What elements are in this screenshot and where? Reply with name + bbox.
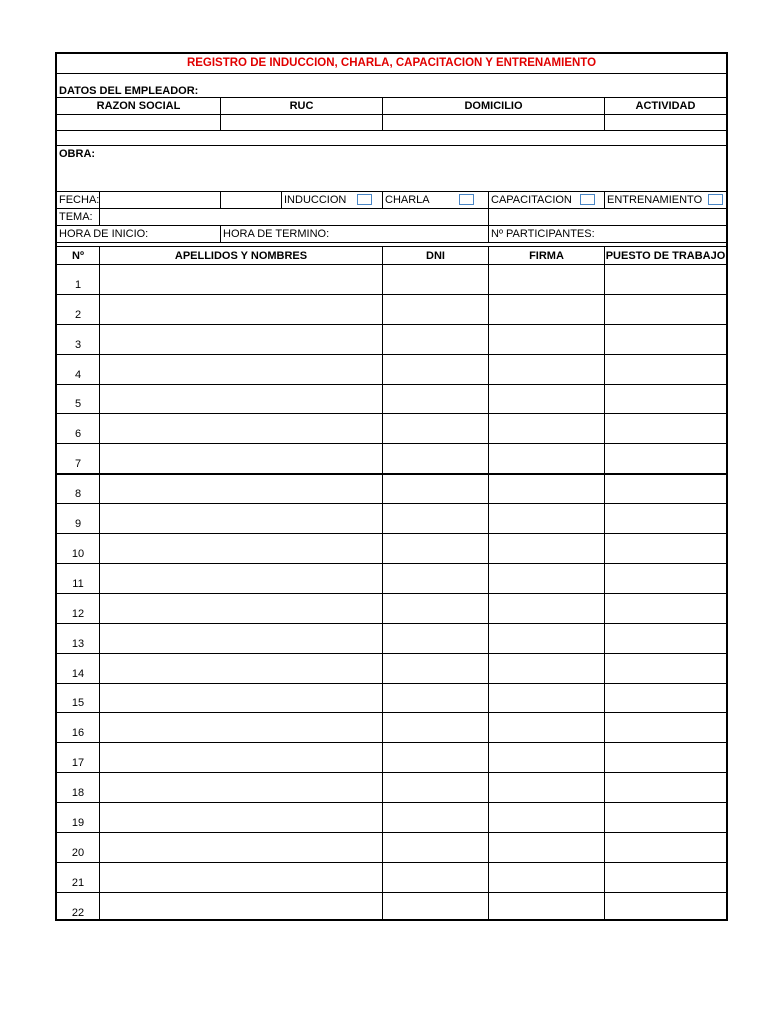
puesto-trabajo-cell[interactable]: [605, 803, 726, 831]
tema-field[interactable]: [100, 209, 724, 225]
row-number: 2: [74, 308, 82, 321]
apellidos-nombres-cell[interactable]: [100, 444, 382, 472]
table-row: [57, 384, 726, 414]
puesto-trabajo-cell[interactable]: [605, 684, 726, 712]
table-row: [57, 294, 726, 324]
registration-form: [55, 52, 728, 921]
ruc-field[interactable]: [221, 115, 382, 130]
row-number: 3: [74, 338, 82, 351]
firma-cell[interactable]: [489, 325, 604, 353]
header-number: Nº: [72, 250, 84, 262]
option-induccion-label: INDUCCION: [284, 194, 347, 206]
header-razon-social: RAZON SOCIAL: [96, 100, 181, 112]
firma-cell[interactable]: [489, 385, 604, 413]
row-number: 16: [71, 727, 85, 740]
table-row: [57, 443, 726, 473]
dni-cell[interactable]: [383, 474, 488, 502]
apellidos-nombres-cell[interactable]: [100, 355, 382, 383]
firma-cell[interactable]: [489, 534, 604, 562]
razon-social-field[interactable]: [57, 115, 220, 130]
divider: [57, 130, 726, 131]
table-row: [57, 862, 726, 892]
row-number: 20: [71, 846, 85, 859]
puesto-trabajo-cell[interactable]: [605, 534, 726, 562]
row-number: 15: [71, 697, 85, 710]
row-number: 8: [74, 488, 82, 501]
table-row: [57, 324, 726, 354]
table-row: [57, 503, 726, 533]
firma-cell[interactable]: [489, 504, 604, 532]
apellidos-nombres-cell[interactable]: [100, 295, 382, 323]
row-number: 11: [72, 577, 84, 590]
firma-cell[interactable]: [489, 444, 604, 472]
divider: [220, 191, 221, 208]
hora-inicio-label: HORA DE INICIO:: [59, 228, 149, 240]
apellidos-nombres-cell[interactable]: [100, 415, 382, 443]
row-number: 13: [71, 637, 85, 650]
divider: [604, 97, 605, 131]
actividad-field[interactable]: [605, 115, 726, 130]
puesto-trabajo-cell[interactable]: [605, 833, 726, 861]
puesto-trabajo-cell[interactable]: [605, 385, 726, 413]
apellidos-nombres-cell[interactable]: [100, 893, 382, 921]
puesto-trabajo-cell[interactable]: [605, 654, 726, 682]
fecha-label: FECHA:: [59, 194, 100, 206]
dni-cell[interactable]: [383, 684, 488, 712]
table-row: [57, 563, 726, 593]
apellidos-nombres-cell[interactable]: [100, 654, 382, 682]
fecha-field[interactable]: [100, 192, 220, 208]
row-number: 6: [74, 428, 82, 441]
employer-section-label: DATOS DEL EMPLEADOR:: [59, 85, 199, 97]
table-row: [57, 264, 726, 294]
header-dni: DNI: [426, 250, 445, 262]
row-number: 7: [74, 458, 82, 471]
header-ruc: RUC: [289, 100, 314, 112]
table-row: [57, 623, 726, 653]
dni-cell[interactable]: [383, 295, 488, 323]
dni-cell[interactable]: [383, 833, 488, 861]
dni-cell[interactable]: [383, 594, 488, 622]
puesto-trabajo-cell[interactable]: [605, 355, 726, 383]
divider: [57, 246, 726, 247]
apellidos-nombres-cell[interactable]: [100, 624, 382, 652]
dni-cell[interactable]: [383, 534, 488, 562]
divider: [281, 191, 282, 208]
dni-cell[interactable]: [383, 265, 488, 293]
divider: [488, 225, 489, 242]
apellidos-nombres-cell[interactable]: [100, 743, 382, 771]
puesto-trabajo-cell[interactable]: [605, 325, 726, 353]
row-number: 19: [71, 817, 85, 830]
dni-cell[interactable]: [383, 803, 488, 831]
firma-cell[interactable]: [489, 295, 604, 323]
divider: [220, 97, 221, 131]
firma-cell[interactable]: [489, 564, 604, 592]
row-number: 22: [71, 906, 85, 919]
puesto-trabajo-cell[interactable]: [605, 474, 726, 502]
induccion-checkbox[interactable]: [357, 194, 372, 205]
puesto-trabajo-cell[interactable]: [605, 773, 726, 801]
header-apellidos-nombres: APELLIDOS Y NOMBRES: [174, 250, 308, 262]
puesto-trabajo-cell[interactable]: [605, 504, 726, 532]
dni-cell[interactable]: [383, 564, 488, 592]
dni-cell[interactable]: [383, 624, 488, 652]
dni-cell[interactable]: [383, 385, 488, 413]
firma-cell[interactable]: [489, 803, 604, 831]
table-row: [57, 473, 726, 503]
divider: [604, 191, 605, 208]
apellidos-nombres-cell[interactable]: [100, 504, 382, 532]
table-row: [57, 892, 726, 922]
row-number: 18: [71, 787, 85, 800]
dni-cell[interactable]: [383, 654, 488, 682]
table-row: [57, 414, 726, 444]
header-domicilio: DOMICILIO: [464, 100, 523, 112]
firma-cell[interactable]: [489, 624, 604, 652]
firma-cell[interactable]: [489, 654, 604, 682]
header-actividad: ACTIVIDAD: [635, 100, 696, 112]
apellidos-nombres-cell[interactable]: [100, 684, 382, 712]
puesto-trabajo-cell[interactable]: [605, 265, 726, 293]
divider: [57, 97, 726, 98]
table-row: [57, 683, 726, 713]
firma-cell[interactable]: [489, 474, 604, 502]
table-row: [57, 713, 726, 743]
row-number: 5: [74, 398, 82, 411]
firma-cell[interactable]: [489, 893, 604, 921]
dni-cell[interactable]: [383, 355, 488, 383]
puesto-trabajo-cell[interactable]: [605, 444, 726, 472]
puesto-trabajo-cell[interactable]: [605, 594, 726, 622]
apellidos-nombres-cell[interactable]: [100, 594, 382, 622]
table-row: [57, 802, 726, 832]
puesto-trabajo-cell[interactable]: [605, 714, 726, 742]
divider: [382, 191, 383, 208]
puesto-trabajo-cell[interactable]: [605, 743, 726, 771]
table-row: [57, 533, 726, 563]
apellidos-nombres-cell[interactable]: [100, 863, 382, 891]
apellidos-nombres-cell[interactable]: [100, 714, 382, 742]
capacitacion-checkbox[interactable]: [580, 194, 595, 205]
dni-cell[interactable]: [383, 415, 488, 443]
row-number: 12: [71, 607, 85, 620]
row-number: 21: [71, 876, 85, 889]
apellidos-nombres-cell[interactable]: [100, 803, 382, 831]
dni-cell[interactable]: [383, 444, 488, 472]
firma-cell[interactable]: [489, 743, 604, 771]
puesto-trabajo-cell[interactable]: [605, 295, 726, 323]
table-row: [57, 832, 726, 862]
dni-cell[interactable]: [383, 743, 488, 771]
firma-cell[interactable]: [489, 773, 604, 801]
option-capacitacion-label: CAPACITACION: [491, 194, 572, 206]
firma-cell[interactable]: [489, 684, 604, 712]
header-firma: FIRMA: [529, 250, 564, 262]
obra-field[interactable]: [102, 146, 722, 190]
row-number: 4: [74, 368, 82, 381]
row-number: 17: [71, 757, 85, 770]
header-puesto-trabajo: PUESTO DE TRABAJO: [605, 250, 726, 262]
firma-cell[interactable]: [489, 863, 604, 891]
form-title: REGISTRO DE INDUCCION, CHARLA, CAPACITACION Y ENTRENAMIENTO: [186, 57, 597, 69]
obra-label: OBRA:: [59, 148, 96, 160]
table-row: [57, 772, 726, 802]
dni-cell[interactable]: [383, 714, 488, 742]
firma-cell[interactable]: [489, 415, 604, 443]
apellidos-nombres-cell[interactable]: [100, 833, 382, 861]
row-number: 10: [71, 547, 85, 560]
table-row: [57, 593, 726, 623]
tema-label: TEMA:: [59, 211, 93, 223]
table-row: [57, 742, 726, 772]
firma-cell[interactable]: [489, 594, 604, 622]
dni-cell[interactable]: [383, 504, 488, 532]
puesto-trabajo-cell[interactable]: [605, 893, 726, 921]
row-number: 1: [74, 278, 82, 291]
firma-cell[interactable]: [489, 355, 604, 383]
puesto-trabajo-cell[interactable]: [605, 863, 726, 891]
charla-checkbox[interactable]: [459, 194, 474, 205]
apellidos-nombres-cell[interactable]: [100, 325, 382, 353]
participantes-label: Nº PARTICIPANTES:: [491, 228, 595, 240]
option-entrenamiento-label: ENTRENAMIENTO: [607, 194, 703, 206]
puesto-trabajo-cell[interactable]: [605, 624, 726, 652]
apellidos-nombres-cell[interactable]: [100, 474, 382, 502]
firma-cell[interactable]: [489, 265, 604, 293]
hora-termino-label: HORA DE TERMINO:: [223, 228, 330, 240]
apellidos-nombres-cell[interactable]: [100, 385, 382, 413]
option-charla-label: CHARLA: [385, 194, 430, 206]
firma-cell[interactable]: [489, 714, 604, 742]
apellidos-nombres-cell[interactable]: [100, 773, 382, 801]
table-row: [57, 354, 726, 384]
dni-cell[interactable]: [383, 773, 488, 801]
divider: [57, 242, 726, 243]
row-number: 14: [71, 667, 85, 680]
apellidos-nombres-cell[interactable]: [100, 564, 382, 592]
apellidos-nombres-cell[interactable]: [100, 265, 382, 293]
puesto-trabajo-cell[interactable]: [605, 415, 726, 443]
dni-cell[interactable]: [383, 325, 488, 353]
divider: [220, 225, 221, 242]
row-number: 9: [74, 518, 82, 531]
domicilio-field[interactable]: [383, 115, 604, 130]
firma-cell[interactable]: [489, 833, 604, 861]
puesto-trabajo-cell[interactable]: [605, 564, 726, 592]
divider: [57, 73, 726, 74]
divider: [57, 225, 726, 226]
entrenamiento-checkbox[interactable]: [708, 194, 723, 205]
apellidos-nombres-cell[interactable]: [100, 534, 382, 562]
dni-cell[interactable]: [383, 893, 488, 921]
dni-cell[interactable]: [383, 863, 488, 891]
divider: [382, 97, 383, 131]
table-row: [57, 653, 726, 683]
